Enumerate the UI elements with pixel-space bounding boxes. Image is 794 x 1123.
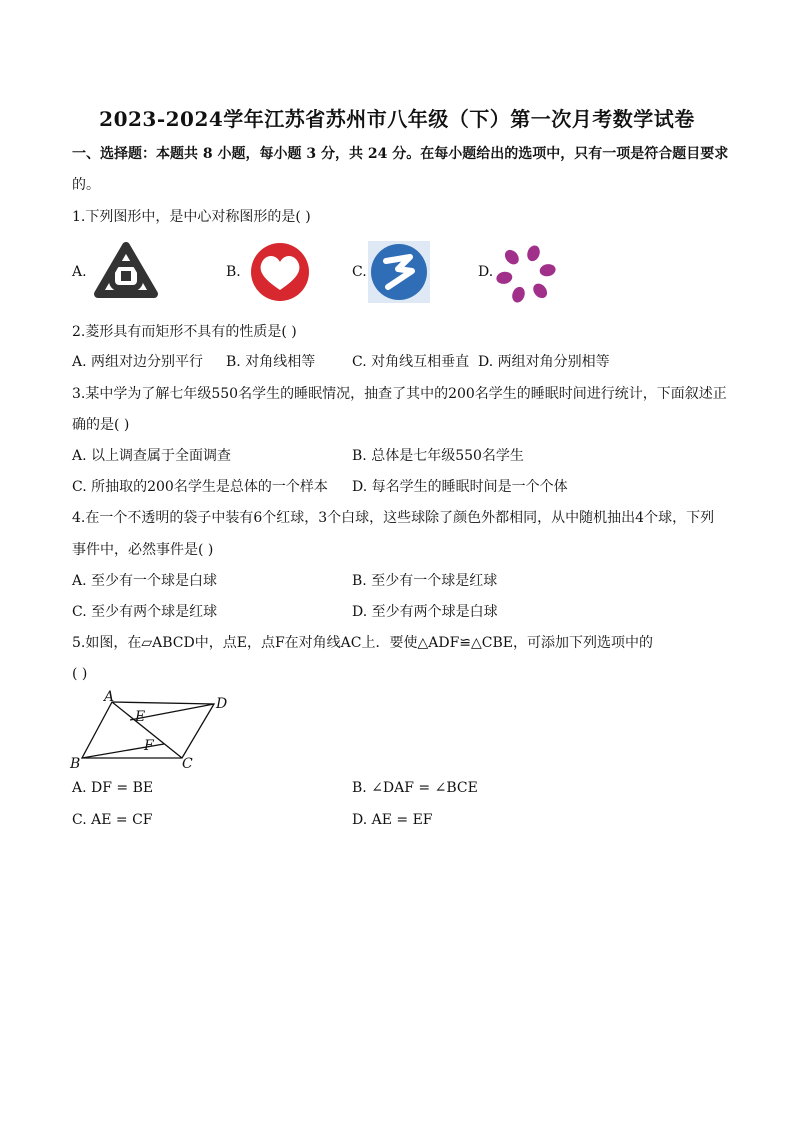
purple-ring-logo-icon — [496, 244, 556, 308]
q4-option-b: B. 至少有一个球是红球 — [352, 573, 498, 589]
q5-option-b: B. ∠DAF = ∠BCE — [352, 780, 478, 796]
vertex-label-c: C — [182, 756, 193, 772]
vertex-label-d: D — [216, 696, 228, 712]
point-label-f: F — [144, 738, 154, 754]
q1-option-d-label: D. — [478, 264, 494, 280]
q5-stem-line1: 5.如图，在▱ABCD中，点E，点F在对角线AC上．要使△ADF≌△CBE，可添加下列选项中的 — [72, 635, 654, 651]
point-label-e: E — [135, 709, 146, 725]
blue-swirl-logo-icon — [368, 241, 430, 307]
q2-option-a: A. 两组对边分别平行 — [72, 354, 204, 370]
parallelogram-figure — [68, 688, 238, 776]
triangle-square-logo-icon — [94, 242, 158, 304]
exam-title: 2023-2024学年江苏省苏州市八年级（下）第一次月考数学试卷 — [99, 107, 695, 131]
vertex-label-b: B — [70, 756, 81, 772]
q4-stem-line2: 事件中，必然事件是( ) — [72, 542, 214, 558]
q2-option-d: D. 两组对角分别相等 — [478, 354, 610, 370]
q1-stem: 1.下列图形中，是中心对称图形的是( ) — [72, 209, 311, 225]
q4-option-d: D. 至少有两个球是白球 — [352, 604, 498, 620]
q5-stem-line2: ( ) — [72, 666, 88, 682]
q1-option-a-label: A. — [72, 264, 87, 280]
q3-option-b: B. 总体是七年级550名学生 — [352, 448, 524, 464]
section-heading-line2: 的。 — [72, 177, 100, 193]
q4-stem-line1: 4.在一个不透明的袋子中装有6个红球，3个白球，这些球除了颜色外都相同，从中随机抽出4个球，下列 — [72, 510, 715, 526]
vertex-label-a: A — [104, 689, 115, 705]
q2-stem: 2.菱形具有而矩形不具有的性质是( ) — [72, 324, 297, 340]
q1-option-c-label: C. — [352, 264, 367, 280]
q3-option-c: C. 所抽取的200名学生是总体的一个样本 — [72, 479, 328, 495]
heart-in-circle-icon — [248, 242, 312, 306]
q5-option-a: A. DF = BE — [72, 780, 154, 796]
q2-option-c: C. 对角线互相垂直 — [352, 354, 470, 370]
section-heading-line1: 一、选择题：本题共 8 小题，每小题 3 分，共 24 分。在每小题给出的选项中，只有一项是符合题目要求 — [72, 146, 729, 162]
q3-option-a: A. 以上调查属于全面调查 — [72, 448, 232, 464]
q3-option-d: D. 每名学生的睡眠时间是一个个体 — [352, 479, 568, 495]
q3-stem-line1: 3.某中学为了解七年级550名学生的睡眠情况，抽查了其中的200名学生的睡眠时间进行统计，下面叙述正 — [72, 386, 727, 402]
q5-option-c: C. AE = CF — [72, 812, 153, 828]
q1-option-b-label: B. — [226, 264, 241, 280]
q3-stem-line2: 确的是( ) — [72, 417, 130, 433]
q2-option-b: B. 对角线相等 — [226, 354, 316, 370]
q4-option-a: A. 至少有一个球是白球 — [72, 573, 218, 589]
q4-option-c: C. 至少有两个球是红球 — [72, 604, 218, 620]
q5-option-d: D. AE = EF — [352, 812, 433, 828]
